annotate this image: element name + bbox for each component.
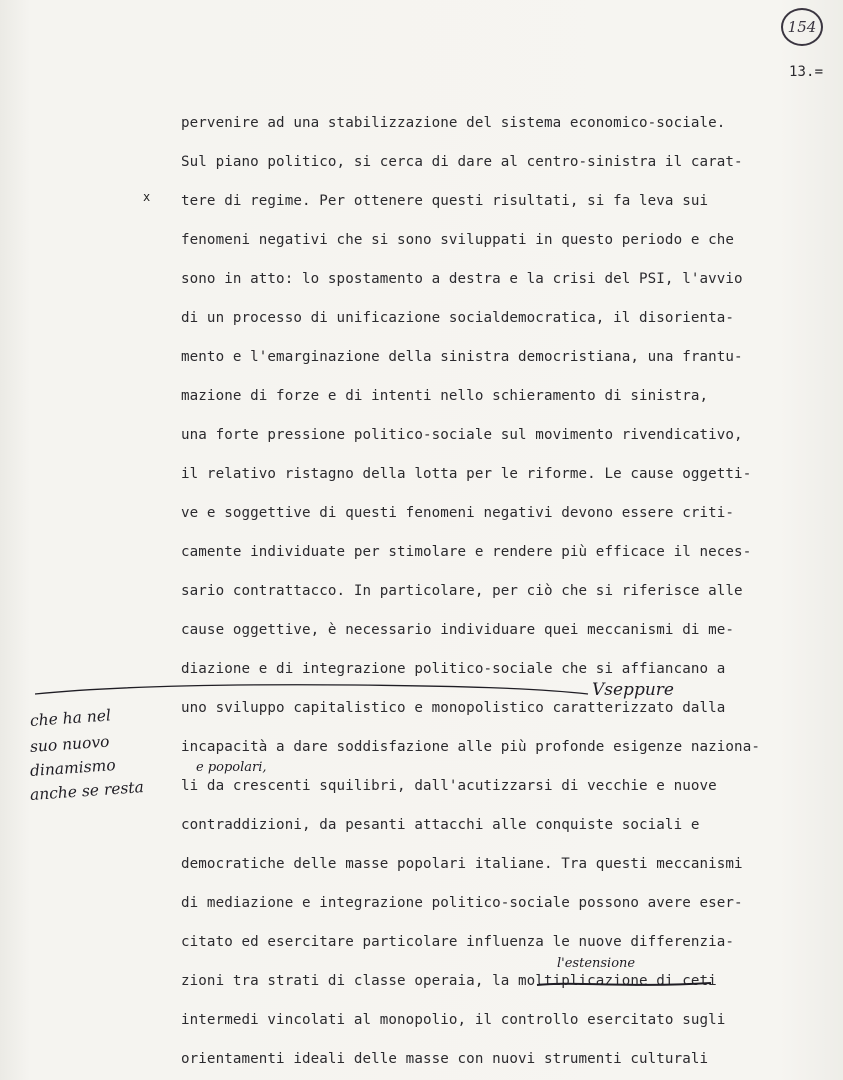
text-line: fenomeni negativi che si sono sviluppati in questo periodo e che bbox=[181, 232, 735, 248]
text-line: democratiche delle masse popolari italiane. Tra questi meccanismi bbox=[181, 856, 743, 872]
text-line: uno sviluppo capitalistico e monopolistico caratterizzato dalla bbox=[181, 700, 726, 716]
insertion-guide-line bbox=[35, 680, 590, 706]
text-line: pervenire ad una stabilizzazione del sistema economico-sociale. bbox=[181, 115, 726, 131]
text-line: zioni tra strati di classe operaia, la moltiplicazione di ceti bbox=[181, 973, 717, 989]
text-line: citato ed esercitare particolare influenza le nuove differenzia- bbox=[181, 934, 735, 950]
margin-note-line: suo nuovo bbox=[29, 732, 111, 756]
handwritten-insertion-estensione: l'estensione bbox=[557, 956, 636, 971]
text-line: diazione e di integrazione politico-sociale che si affiancano a bbox=[181, 661, 726, 677]
margin-tick-mark: x bbox=[143, 190, 151, 204]
text-line: il relativo ristagno della lotta per le riforme. Le cause oggetti- bbox=[181, 466, 752, 482]
text-line: mento e l'emarginazione della sinistra democristiana, una frantu- bbox=[181, 349, 743, 365]
text-line: Sul piano politico, si cerca di dare al centro-sinistra il carat- bbox=[181, 154, 743, 170]
margin-note-line: dinamismo bbox=[29, 756, 117, 780]
text-line: di un processo di unificazione socialdemocratica, il disorienta- bbox=[181, 310, 735, 326]
text-line: incapacità a dare soddisfazione alle più profonde esigenze naziona- bbox=[181, 739, 760, 755]
text-line: sono in atto: lo spostamento a destra e la crisi del PSI, l'avvio bbox=[181, 271, 743, 287]
margin-note-line: che ha nel bbox=[29, 706, 112, 730]
page-number: 13.= bbox=[789, 64, 824, 80]
text-line: contraddizioni, da pesanti attacchi alle conquiste sociali e bbox=[181, 817, 700, 833]
margin-note-line: anche se resta bbox=[29, 778, 145, 804]
text-line: li da crescenti squilibri, dall'acutizzarsi di vecchie e nuove bbox=[181, 778, 717, 794]
text-line: cause oggettive, è necessario individuare quei meccanismi di me- bbox=[181, 622, 735, 638]
text-line: camente individuate per stimolare e rendere più efficace il neces- bbox=[181, 544, 752, 560]
handwritten-insertion-popolari: e popolari, bbox=[196, 760, 267, 775]
text-line: ve e soggettive di questi fenomeni negativi devono essere criti- bbox=[181, 505, 735, 521]
handwritten-insertion-seppure: Vseppure bbox=[592, 680, 674, 700]
text-line: sario contrattacco. In particolare, per ciò che si riferisce alle bbox=[181, 583, 743, 599]
text-line: orientamenti ideali delle masse con nuovi strumenti culturali bbox=[181, 1051, 709, 1067]
strikethrough-mark bbox=[535, 976, 715, 992]
folio-stamp: 154 bbox=[781, 8, 823, 46]
text-line: intermedi vincolati al monopolio, il controllo esercitato sugli bbox=[181, 1012, 726, 1028]
text-line: tere di regime. Per ottenere questi risultati, si fa leva sui bbox=[181, 193, 709, 209]
text-line: mazione di forze e di intenti nello schieramento di sinistra, bbox=[181, 388, 709, 404]
text-line: di mediazione e integrazione politico-sociale possono avere eser- bbox=[181, 895, 743, 911]
text-line: una forte pressione politico-sociale sul movimento rivendicativo, bbox=[181, 427, 743, 443]
